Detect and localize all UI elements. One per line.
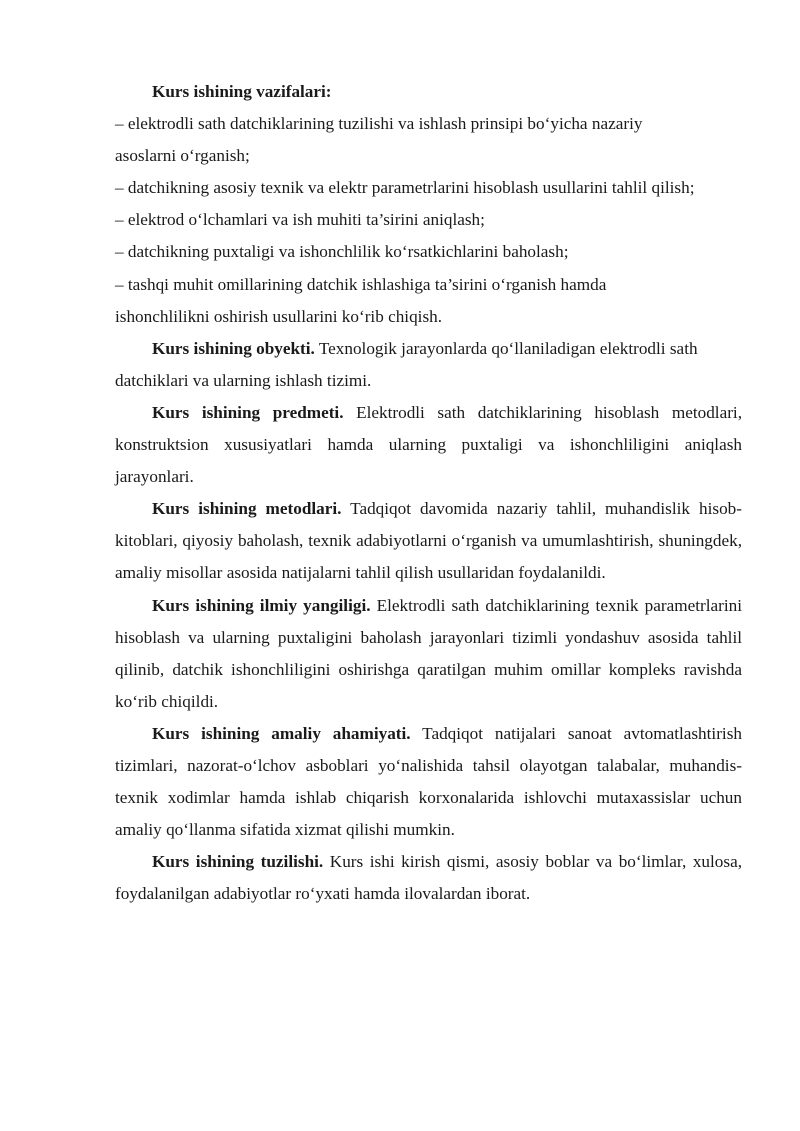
section-methods-text: Tadqiqot davomida nazariy tahlil, muhandislik hisob-kitoblari, qiyosiy baholash, texnik adabiyotlarni o‘rganish va umumlashtirish, shuningdek, amaliy misollar asosida natijalarni tahlil qilish usullaridan foydalanildi. [115,499,742,583]
tasks-heading [115,76,742,108]
tasks-heading-text: Kurs ishining vazifalari: [152,82,332,101]
section-novelty-title: Kurs ishining ilmiy yangiligi. [152,595,371,615]
section-practical-text: Tadqiqot natijalari sanoat avtomatlashtirish tizimlari, nazorat-o‘lchov asboblari yo‘nalishida tahsil olayotgan talabalar, muhandis-texnik xodimlar hamda ishlab chiqarish korxonalarida ishlovchi mutaxassislar uchun amaliy qo‘llanma sifatida xizmat qilishi mumkin. [115,723,742,840]
task-item-2: – datchikning asosiy texnik va elektr parametrlarini hisoblash usullarini tahlil qilish; [115,178,695,198]
section-object [115,333,715,397]
task-item-4: – datchikning puxtaligi va ishonchlilik ko‘rsatkichlarini baholash; [115,242,569,262]
section-practical-title: Kurs ishining amaliy ahamiyati. [152,723,411,743]
section-subject-title: Kurs ishining predmeti. [152,402,344,422]
section-practical [115,718,742,846]
section-object-text: Texnologik jarayonlarda qo‘llaniladigan elektrodli sath datchiklari va ularning ishlash tizimi. [115,338,698,390]
section-subject-text: Elektrodli sath datchiklarining hisoblash metodlari, konstruktsion xususiyatlari hamda ularning puxtaligi va ishonchliligini aniqlash jarayonlari. [115,402,742,487]
section-structure-text: Kurs ishi kirish qismi, asosiy boblar va bo‘limlar, xulosa, foydalanilgan adabiyotlar ro‘yxati hamda ilovalardan iborat. [115,852,742,904]
section-methods [115,493,742,589]
document-page [115,76,742,910]
section-structure-title: Kurs ishining tuzilishi. [152,852,324,872]
section-methods-title: Kurs ishining metodlari. [152,499,342,519]
section-structure [115,846,742,910]
section-subject [115,397,742,493]
section-novelty-text: Elektrodli sath datchiklarining texnik parametrlarini hisoblash va ularning puxtaligini baholash jarayonlari tizimli yondashuv asosida tahlil qilinib, datchik ishonchliligini oshirishga qaratilgan muhim omillar kompleks ravishda ko‘rib chiqildi. [115,595,742,711]
section-novelty [115,590,742,718]
task-item-5: – tashqi muhit omillarining datchik ishlashiga ta’sirini o‘rganish hamda ishonchlilikni oshirish usullarini ko‘rib chiqish. [115,274,607,326]
task-item-1: – elektrodli sath datchiklarining tuzilishi va ishlash prinsipi bo‘yicha nazariy asoslarni o‘rganish; [115,114,643,166]
task-item-3: – elektrod o‘lchamlari va ish muhiti ta’sirini aniqlash; [115,210,485,230]
section-object-title: Kurs ishining obyekti. [152,338,315,358]
